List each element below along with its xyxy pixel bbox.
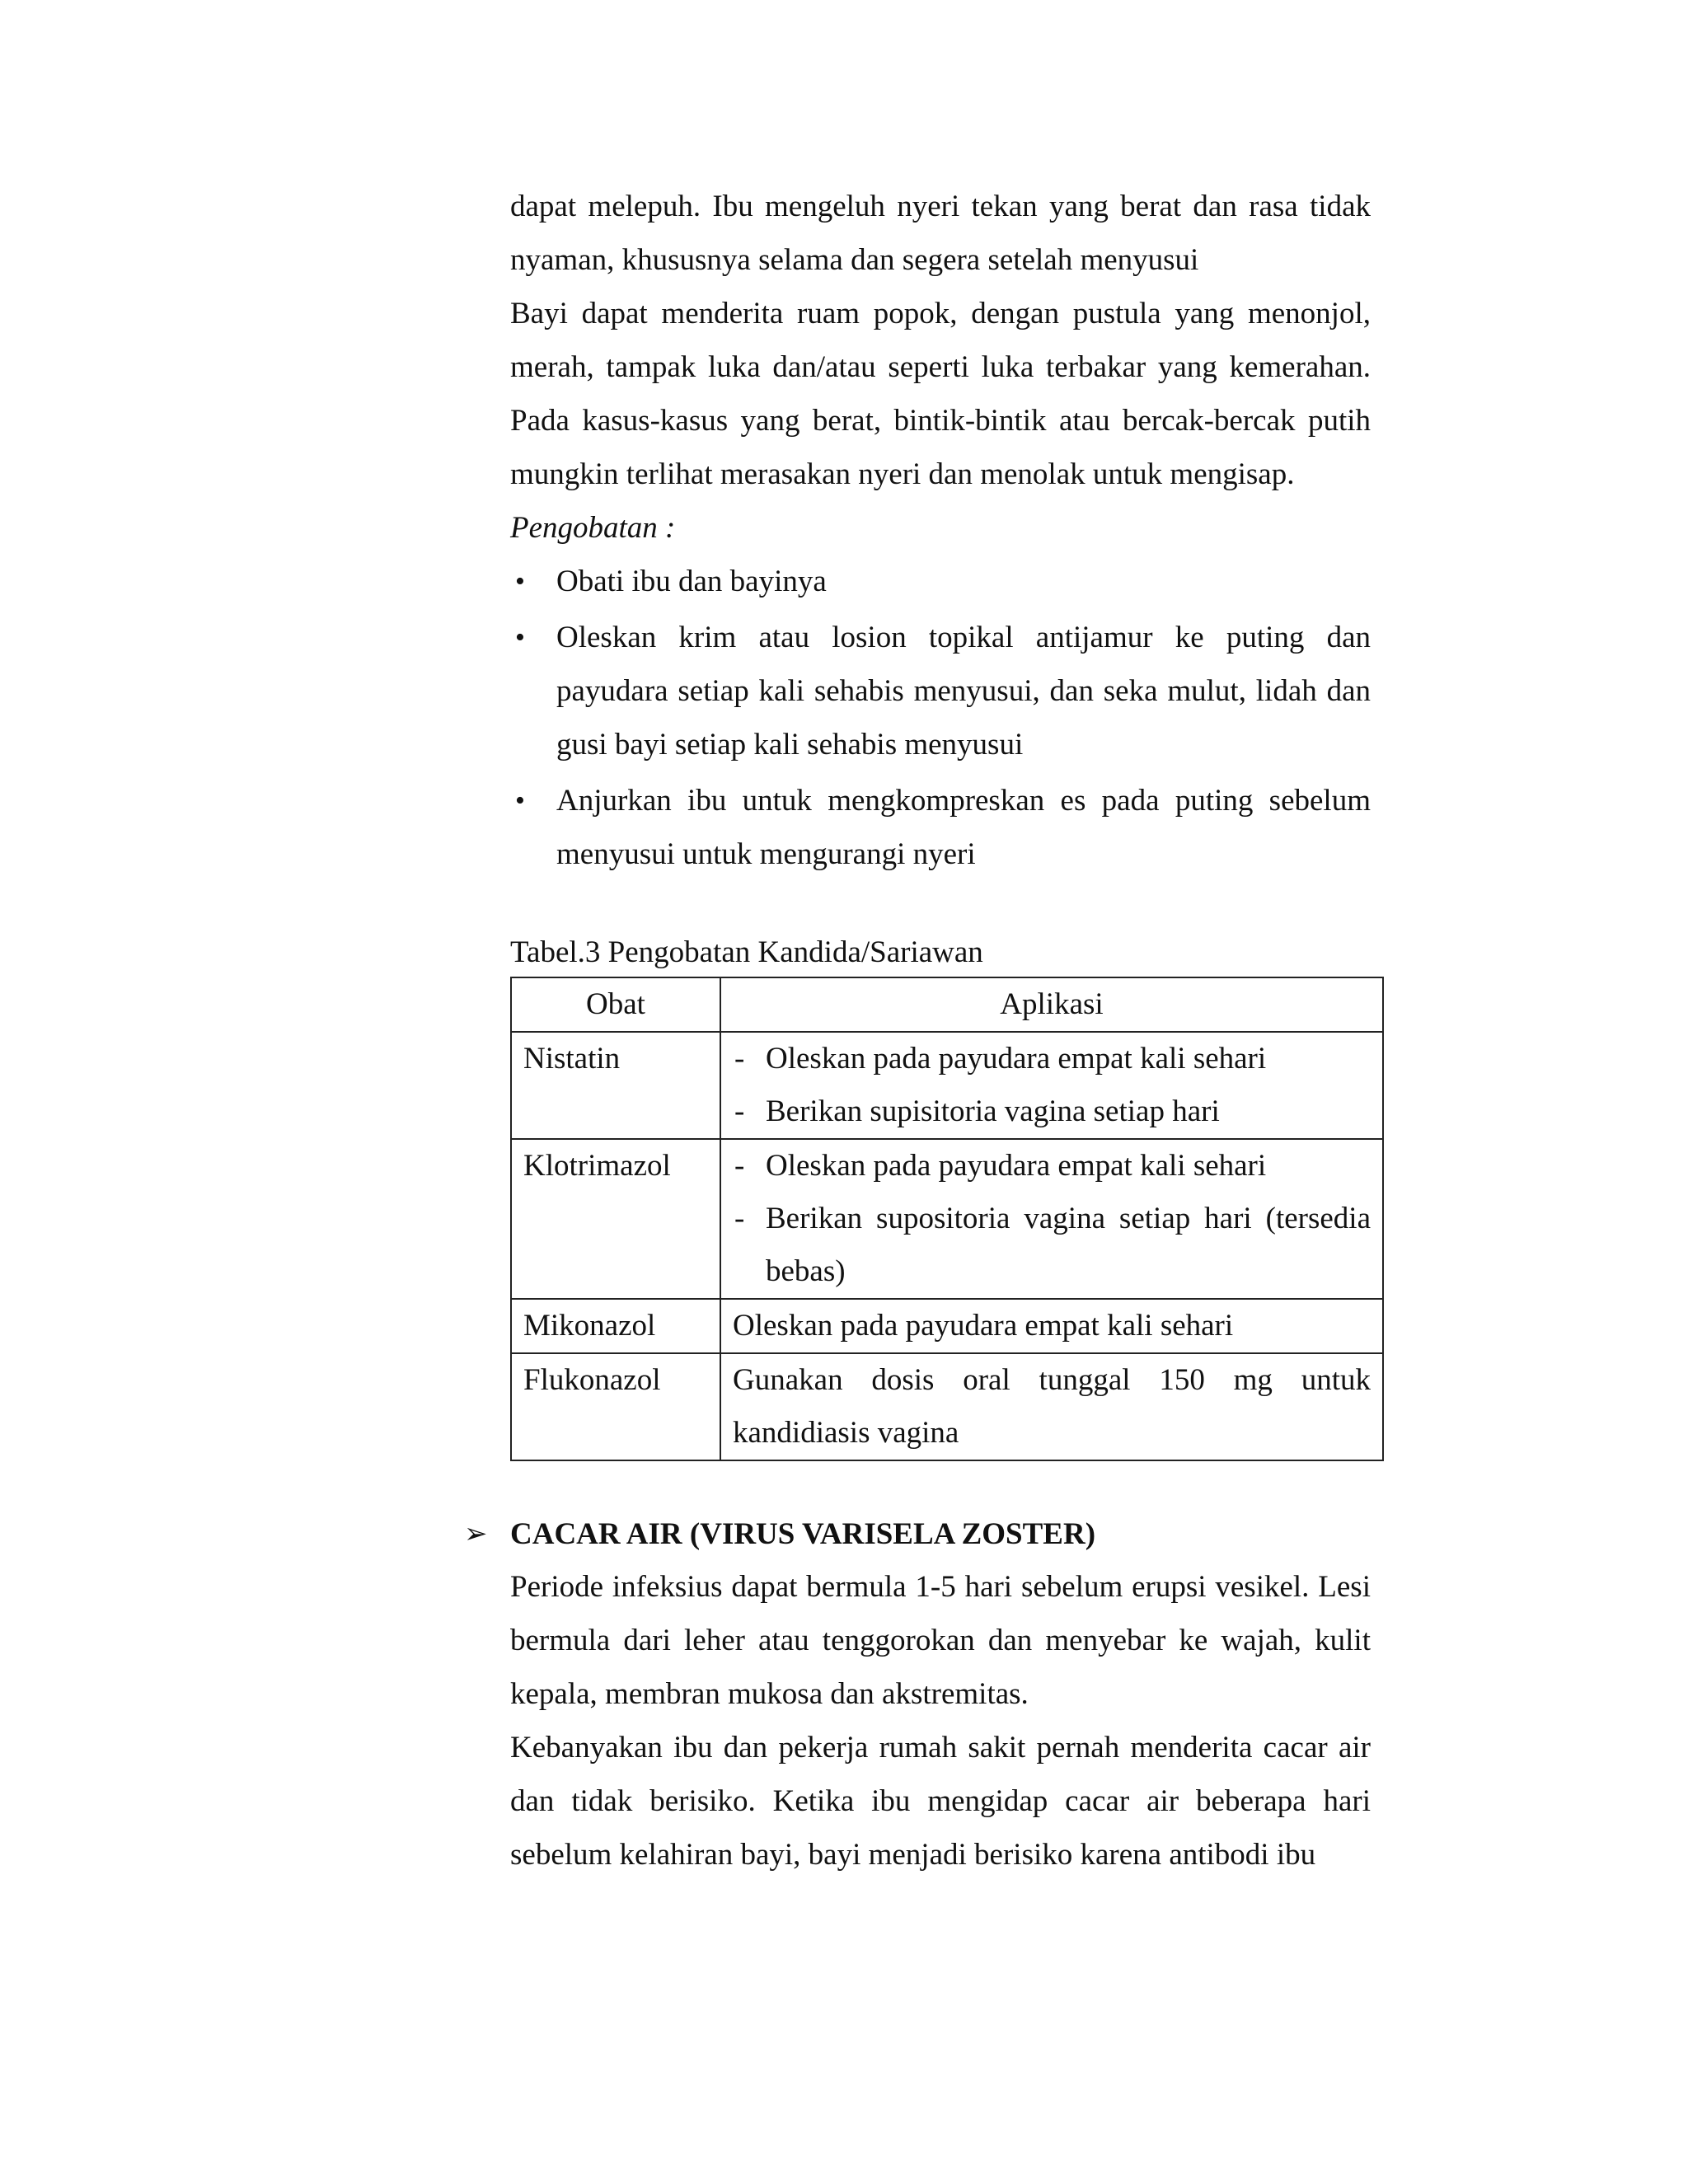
application-item [733,1140,1371,1193]
table-caption: Tabel.3 Pengobatan Kandida/Sariawan [510,935,983,969]
section-heading [464,1509,1371,1560]
arrow-bullet-icon: ➢ [464,1519,488,1549]
bullet-icon: • [515,622,525,653]
dash-marker: - [734,1202,745,1235]
drug-name-cell: Mikonazol [511,1299,720,1353]
application-cell [720,1139,1383,1299]
application-item-text: Oleskan pada payudara empat kali sehari [766,1149,1267,1183]
treatment-item-text: Anjurkan ibu untuk mengkompreskan es pada puting sebelum menyusui untuk mengurangi nyeri [556,784,1371,871]
table-row [511,1353,1383,1460]
table-row [511,1032,1383,1139]
bullet-icon: • [515,566,525,597]
intro-paragraph: dapat melepuh. Ibu mengeluh nyeri tekan yang berat dan rasa tidak nyaman, khususnya selama dan segera setelah menyusui [510,190,1371,277]
chickenpox-paragraph-2: Kebanyakan ibu dan pekerja rumah sakit pernah menderita cacar air dan tidak berisiko. Ketika ibu mengidap cacar air beberapa hari sebelum kelahiran bayi, bayi menjadi berisiko karena antibodi ibu [510,1731,1371,1872]
treatment-item [510,774,1371,881]
application-item-text: Berikan supositoria vagina setiap hari (tersedia bebas) [766,1202,1371,1288]
application-item-text: Berikan supisitoria vagina setiap hari [766,1094,1220,1128]
table-header-drug: Obat [511,977,720,1032]
drug-name-cell: Nistatin [511,1032,720,1139]
treatment-item-text: Obati ibu dan bayinya [556,565,827,598]
text-column [464,180,1371,1882]
table-row [511,1299,1383,1353]
treatment-table [510,977,1384,1461]
application-item [733,1033,1371,1085]
application-cell: Oleskan pada payudara empat kali sehari [720,1299,1383,1353]
dash-marker: - [734,1094,745,1128]
treatment-item [510,555,1371,608]
drug-name-cell: Flukonazol [511,1353,720,1460]
drug-name-cell: Klotrimazol [511,1139,720,1299]
treatment-item-text: Oleskan krim atau losion topikal antijamur ke puting dan payudara setiap kali sehabis menyusui, dan seka mulut, lidah dan gusi bayi setiap kali sehabis menyusui [556,621,1371,762]
bullet-icon: • [515,785,525,816]
application-cell: Gunakan dosis oral tunggal 150 mg untuk kandidiasis vagina [720,1353,1383,1460]
table-header-application: Aplikasi [720,977,1383,1032]
application-cell [720,1032,1383,1139]
application-item [733,1085,1371,1138]
treatment-item [510,611,1371,771]
application-item [733,1193,1371,1298]
application-item-text: Oleskan pada payudara empat kali sehari [766,1042,1267,1076]
section-title: CACAR AIR (VIRUS VARISELA ZOSTER) [510,1517,1096,1551]
chickenpox-paragraph-1: Periode infeksius dapat bermula 1-5 hari sebelum erupsi vesikel. Lesi bermula dari leher atau tenggorokan dan menyebar ke wajah, kulit kepala, membran mukosa dan akstremitas. [510,1570,1371,1711]
dash-marker: - [734,1042,745,1076]
treatment-list [510,555,1371,881]
dash-marker: - [734,1149,745,1183]
table-row [511,1139,1383,1299]
baby-symptoms-paragraph: Bayi dapat menderita ruam popok, dengan pustula yang menonjol, merah, tampak luka dan/atau seperti luka terbakar yang kemerahan. Pada kasus-kasus yang berat, bintik-bintik atau bercak-bercak putih mungkin terlihat merasakan nyeri dan menolak untuk mengisap. [510,297,1371,491]
treatment-heading: Pengobatan : [510,511,676,545]
table-header-row [511,977,1383,1032]
